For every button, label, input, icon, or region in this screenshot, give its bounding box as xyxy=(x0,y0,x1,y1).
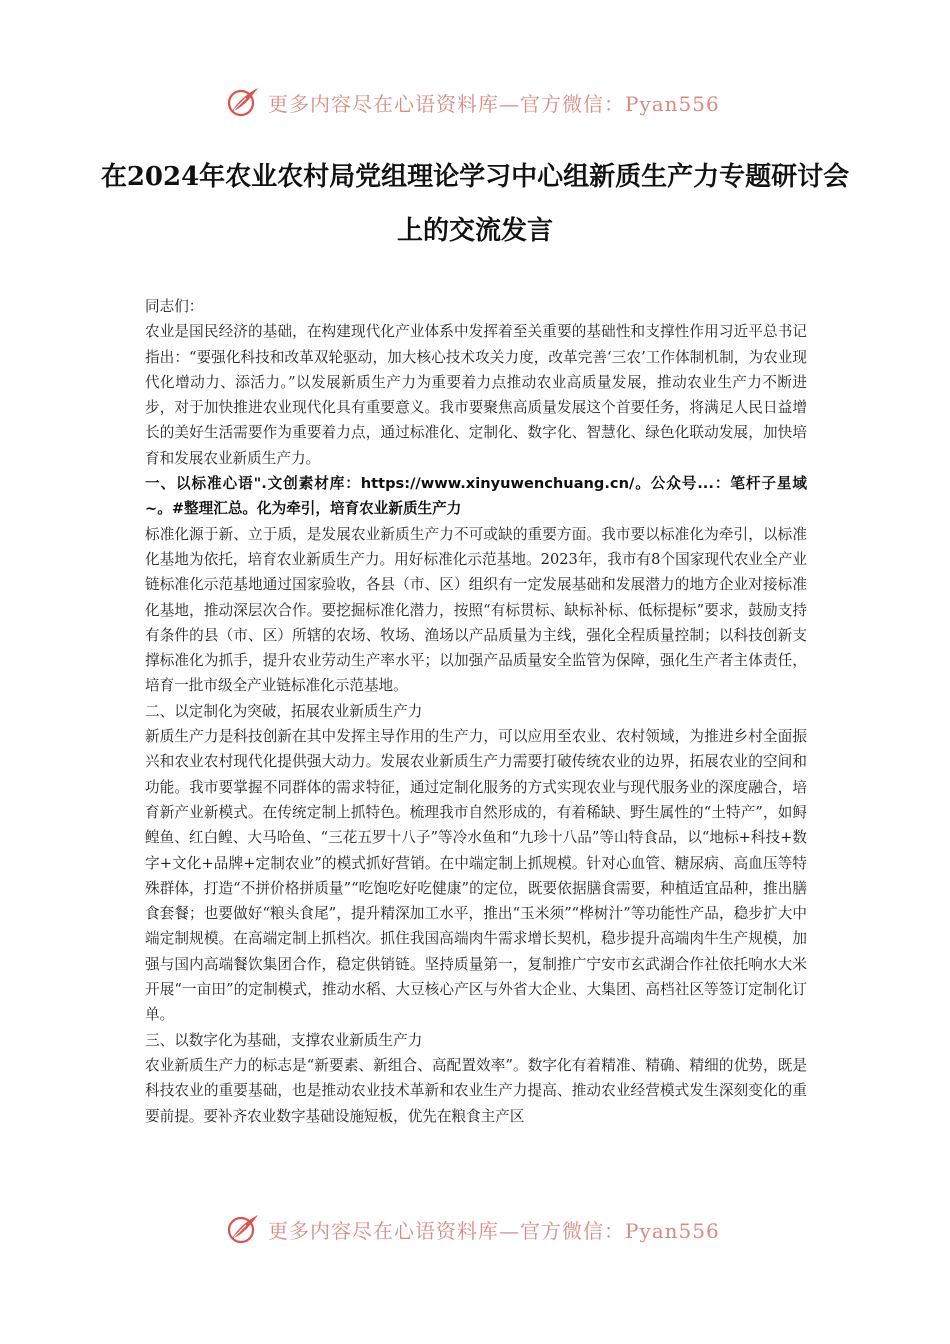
quill-logo-icon xyxy=(226,1211,262,1247)
intro-paragraph: 农业是国民经济的基础，在构建现代化产业体系中发挥着至关重要的基础性和支撑性作用习近平总书记指出：“要强化科技和改革双轮驱动，加大核心技术攻关力度，改革完善‘三农’工作体制机制，为农业现代化增动力、添活力。”以发展新质生产力为重要着力点推动农业高质量发展，推动农业生产力不断进步，对于加快推进农业现代化具有重要意义。我市要聚焦高质量发展这个首要任务，将满足人民日益增长的美好生活需要作为重要着力点，通过标准化、定制化、数字化、智慧化、绿色化联动发展，加快培育和发展农业新质生产力。 xyxy=(145,323,807,467)
section1-heading: 一、以标准心语".文创素材库：https://www.xinyuwenchuang.cn/。公众号...：笔杆子星域~。#整理汇总。化为牵引，培育农业新质生产力 xyxy=(145,475,807,518)
footer-watermark xyxy=(226,1209,726,1249)
document-body xyxy=(145,294,807,1129)
section2-heading: 二、以定制化为突破，拓展农业新质生产力 xyxy=(145,702,423,720)
quill-logo-icon xyxy=(226,84,262,120)
document-title: 在2024年农业农村局党组理论学习中心组新质生产力专题研讨会上的交流发言 xyxy=(100,162,850,246)
salutation: 同志们： xyxy=(145,298,204,315)
section2-paragraph: 新质生产力是科技创新在其中发挥主导作用的生产力，可以应用至农业、农村领域，为推进乡村全面振兴和农业农村现代化提供强大动力。发展农业新质生产力需要打破传统农业的边界，拓展农业的空间和功能。我市要掌握不同群体的需求特征，通过定制化服务的方式实现农业与现代服务业的深度融合，培育新产业新模式。在传统定制上抓特色。梳理我市自然形成的，有着稀缺、野生属性的“土特产”，如鲟鳇鱼、红白鳇、大马哈鱼、“三花五罗十八子”等冷水鱼和“九珍十八品”等山特食品，以“地标+科技+数字+文化+品牌+定制农业”的模式抓好营销。在中端定制上抓规模。针对心血管、糖尿病、高血压等特殊群体，打造“不拼价格拼质量”“吃饱吃好吃健康”的定位，既要依据膳食需要，种植适宜品种，推出膳食套餐；也要做好“粮头食尾”，提升精深加工水平，推出“玉米须”“桦树汁”等功能性产品，稳步扩大中端定制规模。在高端定制上抓档次。抓住我国高端肉牛需求增长契机，稳步提升高端肉牛生产规模，加强与国内高端餐饮集团合作，稳定供销链。坚持质量第一，复制推广宁安市玄武湖合作社依托响水大米开展“一亩田”的定制模式，推动水稻、大豆核心产区与外省大企业、大集团、高档社区等签订定制化订单。 xyxy=(145,728,807,1024)
header-watermark-text: 更多内容尽在心语资料库—官方微信：Pyan556 xyxy=(268,91,720,116)
section3-paragraph: 农业新质生产力的标志是“新要素、新组合、高配置效率”。数字化有着精准、精确、精细的优势，既是科技农业的重要基础，也是推动农业技术革新和农业生产力提高、推动农业经营模式发生深刻变化的重要前提。要补齐农业数字基础设施短板，优先在粮食主产区 xyxy=(145,1056,807,1125)
header-watermark xyxy=(226,82,726,122)
footer-watermark-text: 更多内容尽在心语资料库—官方微信：Pyan556 xyxy=(268,1218,720,1243)
section3-heading: 三、以数字化为基础，支撑农业新质生产力 xyxy=(145,1031,423,1049)
section1-paragraph: 标准化源于新、立于质，是发展农业新质生产力不可或缺的重要方面。我市要以标准化为牵引，以标准化基地为依托，培育农业新质生产力。用好标准化示范基地。2023年，我市有8个国家现代农业全产业链标准化示范基地通过国家验收，各县（市、区）组织有一定发展基础和发展潜力的地方企业对接标准化基地，推动深层次合作。要挖掘标准化潜力，按照“有标贯标、缺标补标、低标提标”要求，鼓励支持有条件的县（市、区）所辖的农场、牧场、渔场以产品质量为主线，强化全程质量控制；以科技创新支撑标准化为抓手，提升农业劳动生产率水平；以加强产品质量安全监管为保障，强化生产者主体责任，培育一批市级全产业链标准化示范基地。 xyxy=(145,525,807,695)
